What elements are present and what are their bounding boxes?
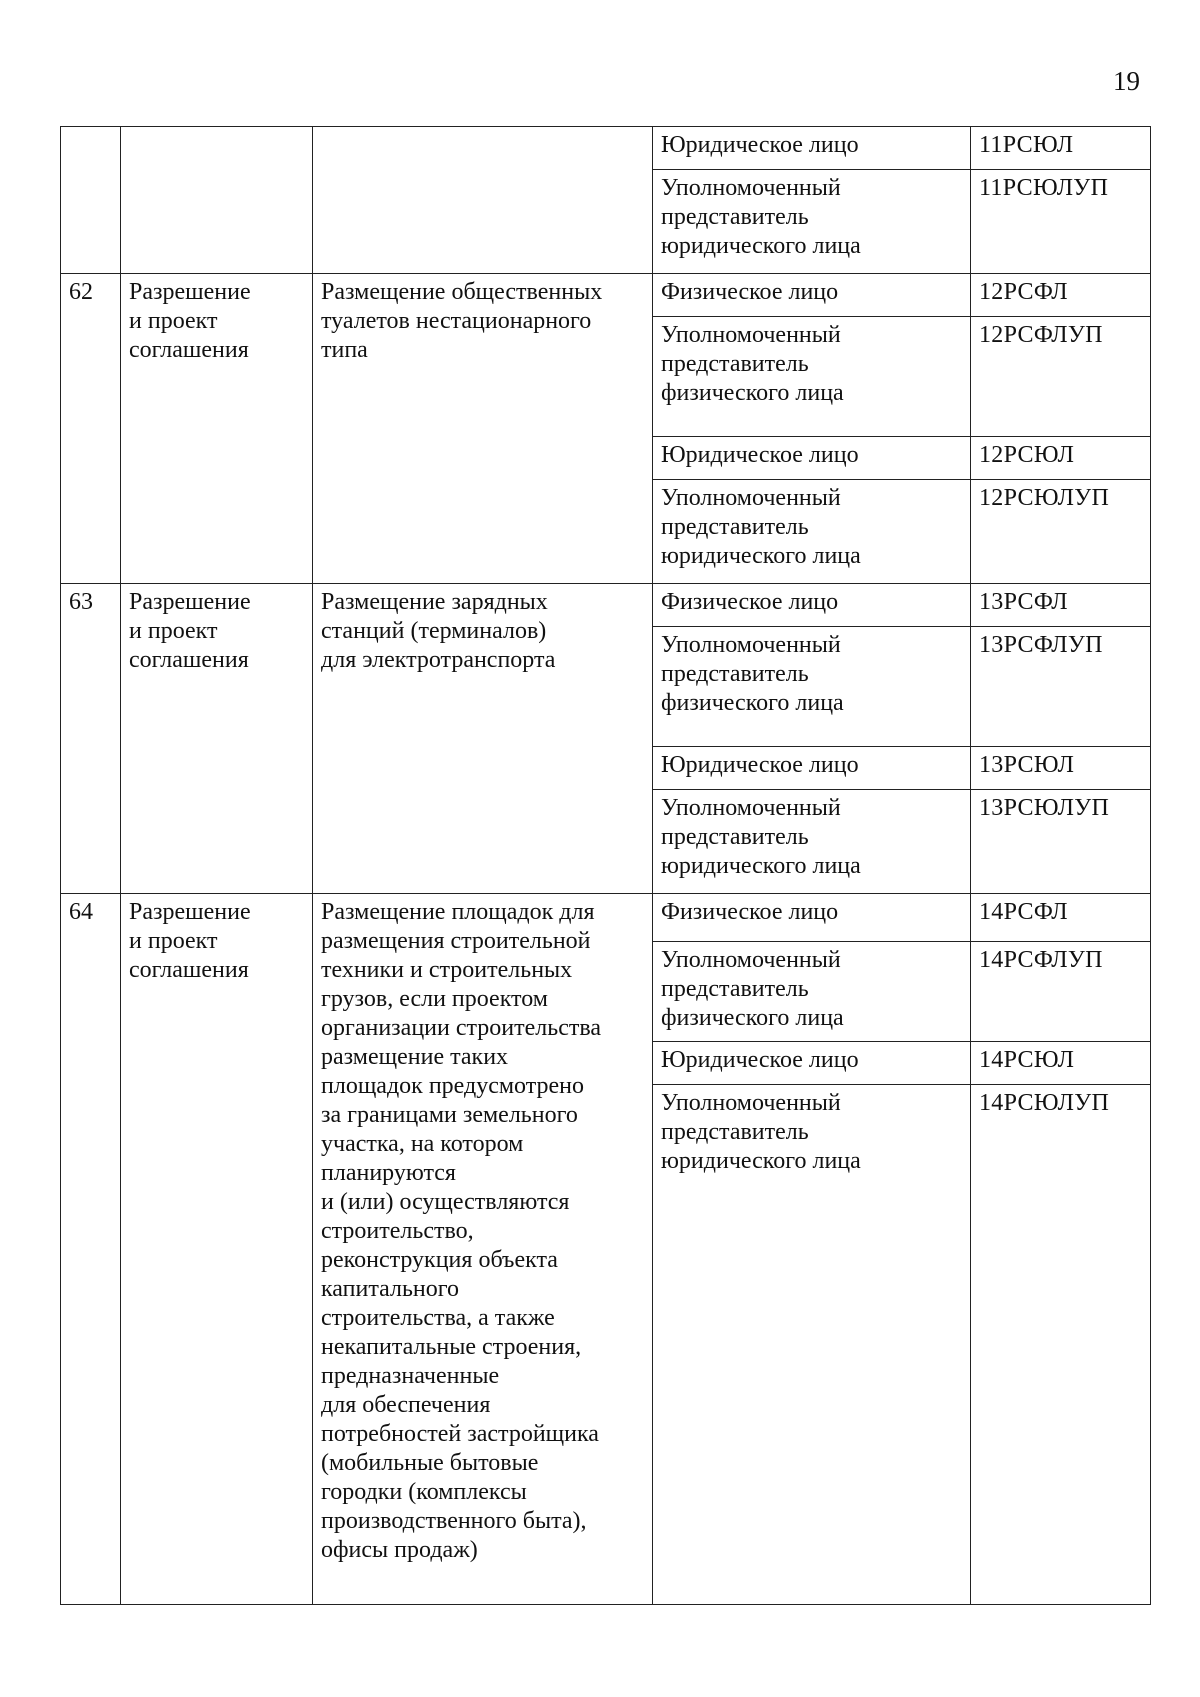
registry-table	[60, 126, 1151, 1605]
doc-type-cell	[121, 894, 313, 1605]
description-line: потребностей застройщика	[321, 1421, 599, 1447]
description-line: для обеспечения	[321, 1392, 491, 1418]
description-line: техники и строительных	[321, 957, 573, 983]
code-cell: 12РСЮЛУП	[971, 480, 1151, 584]
applicant-cell	[653, 1085, 971, 1605]
description-line: площадок предусмотрено	[321, 1073, 585, 1099]
description-line: типа	[321, 337, 368, 363]
applicant-line: Физическое лицо	[661, 899, 839, 925]
table-row	[61, 584, 1151, 627]
applicant-line: представитель	[661, 661, 809, 687]
applicant-line: юридического лица	[661, 1148, 861, 1174]
applicant-line: юридического лица	[661, 853, 861, 879]
code-cell: 14РСФЛ	[971, 894, 1151, 942]
applicant-line: представитель	[661, 204, 809, 230]
description-line: Размещение площадок для	[321, 899, 595, 925]
doc-type-cell	[121, 274, 313, 584]
description-line: (мобильные бытовые	[321, 1450, 539, 1476]
code-cell: 14РСЮЛ	[971, 1042, 1151, 1085]
applicant-line: Уполномоченный	[661, 947, 841, 973]
applicant-line: юридического лица	[661, 543, 861, 569]
applicant-cell	[653, 747, 971, 790]
description-line: станций (терминалов)	[321, 618, 547, 644]
applicant-cell	[653, 790, 971, 894]
applicant-cell	[653, 437, 971, 480]
description-line: реконструкция объекта	[321, 1247, 558, 1273]
doc-type-line: соглашения	[129, 957, 249, 983]
applicant-line: физического лица	[661, 1005, 844, 1031]
description-cell	[313, 894, 653, 1605]
description-line: предназначенные	[321, 1363, 500, 1389]
code-cell: 13РСЮЛ	[971, 747, 1151, 790]
doc-type-line: и проект	[129, 928, 218, 954]
doc-type-cell	[121, 584, 313, 894]
description-line: Размещение общественных	[321, 279, 603, 305]
description-line: участка, на котором	[321, 1131, 524, 1157]
applicant-line: представитель	[661, 351, 809, 377]
description-line: размещение таких	[321, 1044, 509, 1070]
doc-type-line: и проект	[129, 618, 218, 644]
page-number: 19	[1113, 66, 1140, 96]
applicant-line: Юридическое лицо	[661, 132, 859, 158]
description-line: за границами земельного	[321, 1102, 578, 1128]
description-line: планируются	[321, 1160, 456, 1186]
code-cell: 12РСФЛУП	[971, 317, 1151, 437]
code-cell: 12РСФЛ	[971, 274, 1151, 317]
applicant-cell	[653, 127, 971, 170]
doc-type-line: соглашения	[129, 337, 249, 363]
description-line: строительства, а также	[321, 1305, 555, 1331]
description-cell	[313, 127, 653, 274]
registry-table-body	[61, 127, 1151, 1605]
code-cell: 11РСЮЛУП	[971, 170, 1151, 274]
applicant-line: Уполномоченный	[661, 322, 841, 348]
applicant-cell	[653, 170, 971, 274]
description-line: для электротранспорта	[321, 647, 556, 673]
description-cell	[313, 584, 653, 894]
description-line: размещения строительной	[321, 928, 591, 954]
code-cell: 14РСФЛУП	[971, 942, 1151, 1042]
applicant-line: Уполномоченный	[661, 1090, 841, 1116]
doc-type-cell	[121, 127, 313, 274]
row-number-cell: 63	[61, 584, 121, 894]
code-cell: 11РСЮЛ	[971, 127, 1151, 170]
applicant-cell	[653, 627, 971, 747]
applicant-cell	[653, 942, 971, 1042]
applicant-line: представитель	[661, 824, 809, 850]
table-row	[61, 127, 1151, 170]
description-line: капитального	[321, 1276, 459, 1302]
doc-type-line: Разрешение	[129, 279, 251, 305]
applicant-line: Физическое лицо	[661, 589, 839, 615]
applicant-cell	[653, 894, 971, 942]
applicant-line: Юридическое лицо	[661, 442, 859, 468]
doc-type-line: соглашения	[129, 647, 249, 673]
code-cell: 13РСФЛУП	[971, 627, 1151, 747]
description-line: грузов, если проектом	[321, 986, 548, 1012]
applicant-line: Уполномоченный	[661, 795, 841, 821]
applicant-cell	[653, 317, 971, 437]
applicant-line: представитель	[661, 514, 809, 540]
applicant-cell	[653, 1042, 971, 1085]
doc-type-line: и проект	[129, 308, 218, 334]
description-line: организации строительства	[321, 1015, 601, 1041]
description-line: туалетов нестационарного	[321, 308, 592, 334]
description-line: городки (комплексы	[321, 1479, 527, 1505]
applicant-cell	[653, 274, 971, 317]
description-line: Размещение зарядных	[321, 589, 548, 615]
applicant-cell	[653, 584, 971, 627]
number-cell	[61, 127, 121, 274]
applicant-line: Уполномоченный	[661, 175, 841, 201]
description-line: производственного быта),	[321, 1508, 587, 1534]
code-cell: 13РСФЛ	[971, 584, 1151, 627]
applicant-line: Уполномоченный	[661, 632, 841, 658]
description-cell	[313, 274, 653, 584]
applicant-line: Уполномоченный	[661, 485, 841, 511]
description-line: офисы продаж)	[321, 1537, 478, 1563]
code-cell: 14РСЮЛУП	[971, 1085, 1151, 1605]
table-row	[61, 894, 1151, 942]
applicant-line: представитель	[661, 976, 809, 1002]
doc-type-line: Разрешение	[129, 589, 251, 615]
code-cell: 12РСЮЛ	[971, 437, 1151, 480]
row-number-cell: 64	[61, 894, 121, 1605]
applicant-line: Юридическое лицо	[661, 1047, 859, 1073]
row-number-cell: 62	[61, 274, 121, 584]
applicant-line: Физическое лицо	[661, 279, 839, 305]
description-line: и (или) осуществляются	[321, 1189, 570, 1215]
doc-type-line: Разрешение	[129, 899, 251, 925]
applicant-line: физического лица	[661, 690, 844, 716]
applicant-cell	[653, 480, 971, 584]
description-line: строительство,	[321, 1218, 474, 1244]
code-cell: 13РСЮЛУП	[971, 790, 1151, 894]
description-line: некапитальные строения,	[321, 1334, 582, 1360]
applicant-line: представитель	[661, 1119, 809, 1145]
applicant-line: физического лица	[661, 380, 844, 406]
table-row	[61, 274, 1151, 317]
applicant-line: Юридическое лицо	[661, 752, 859, 778]
applicant-line: юридического лица	[661, 233, 861, 259]
